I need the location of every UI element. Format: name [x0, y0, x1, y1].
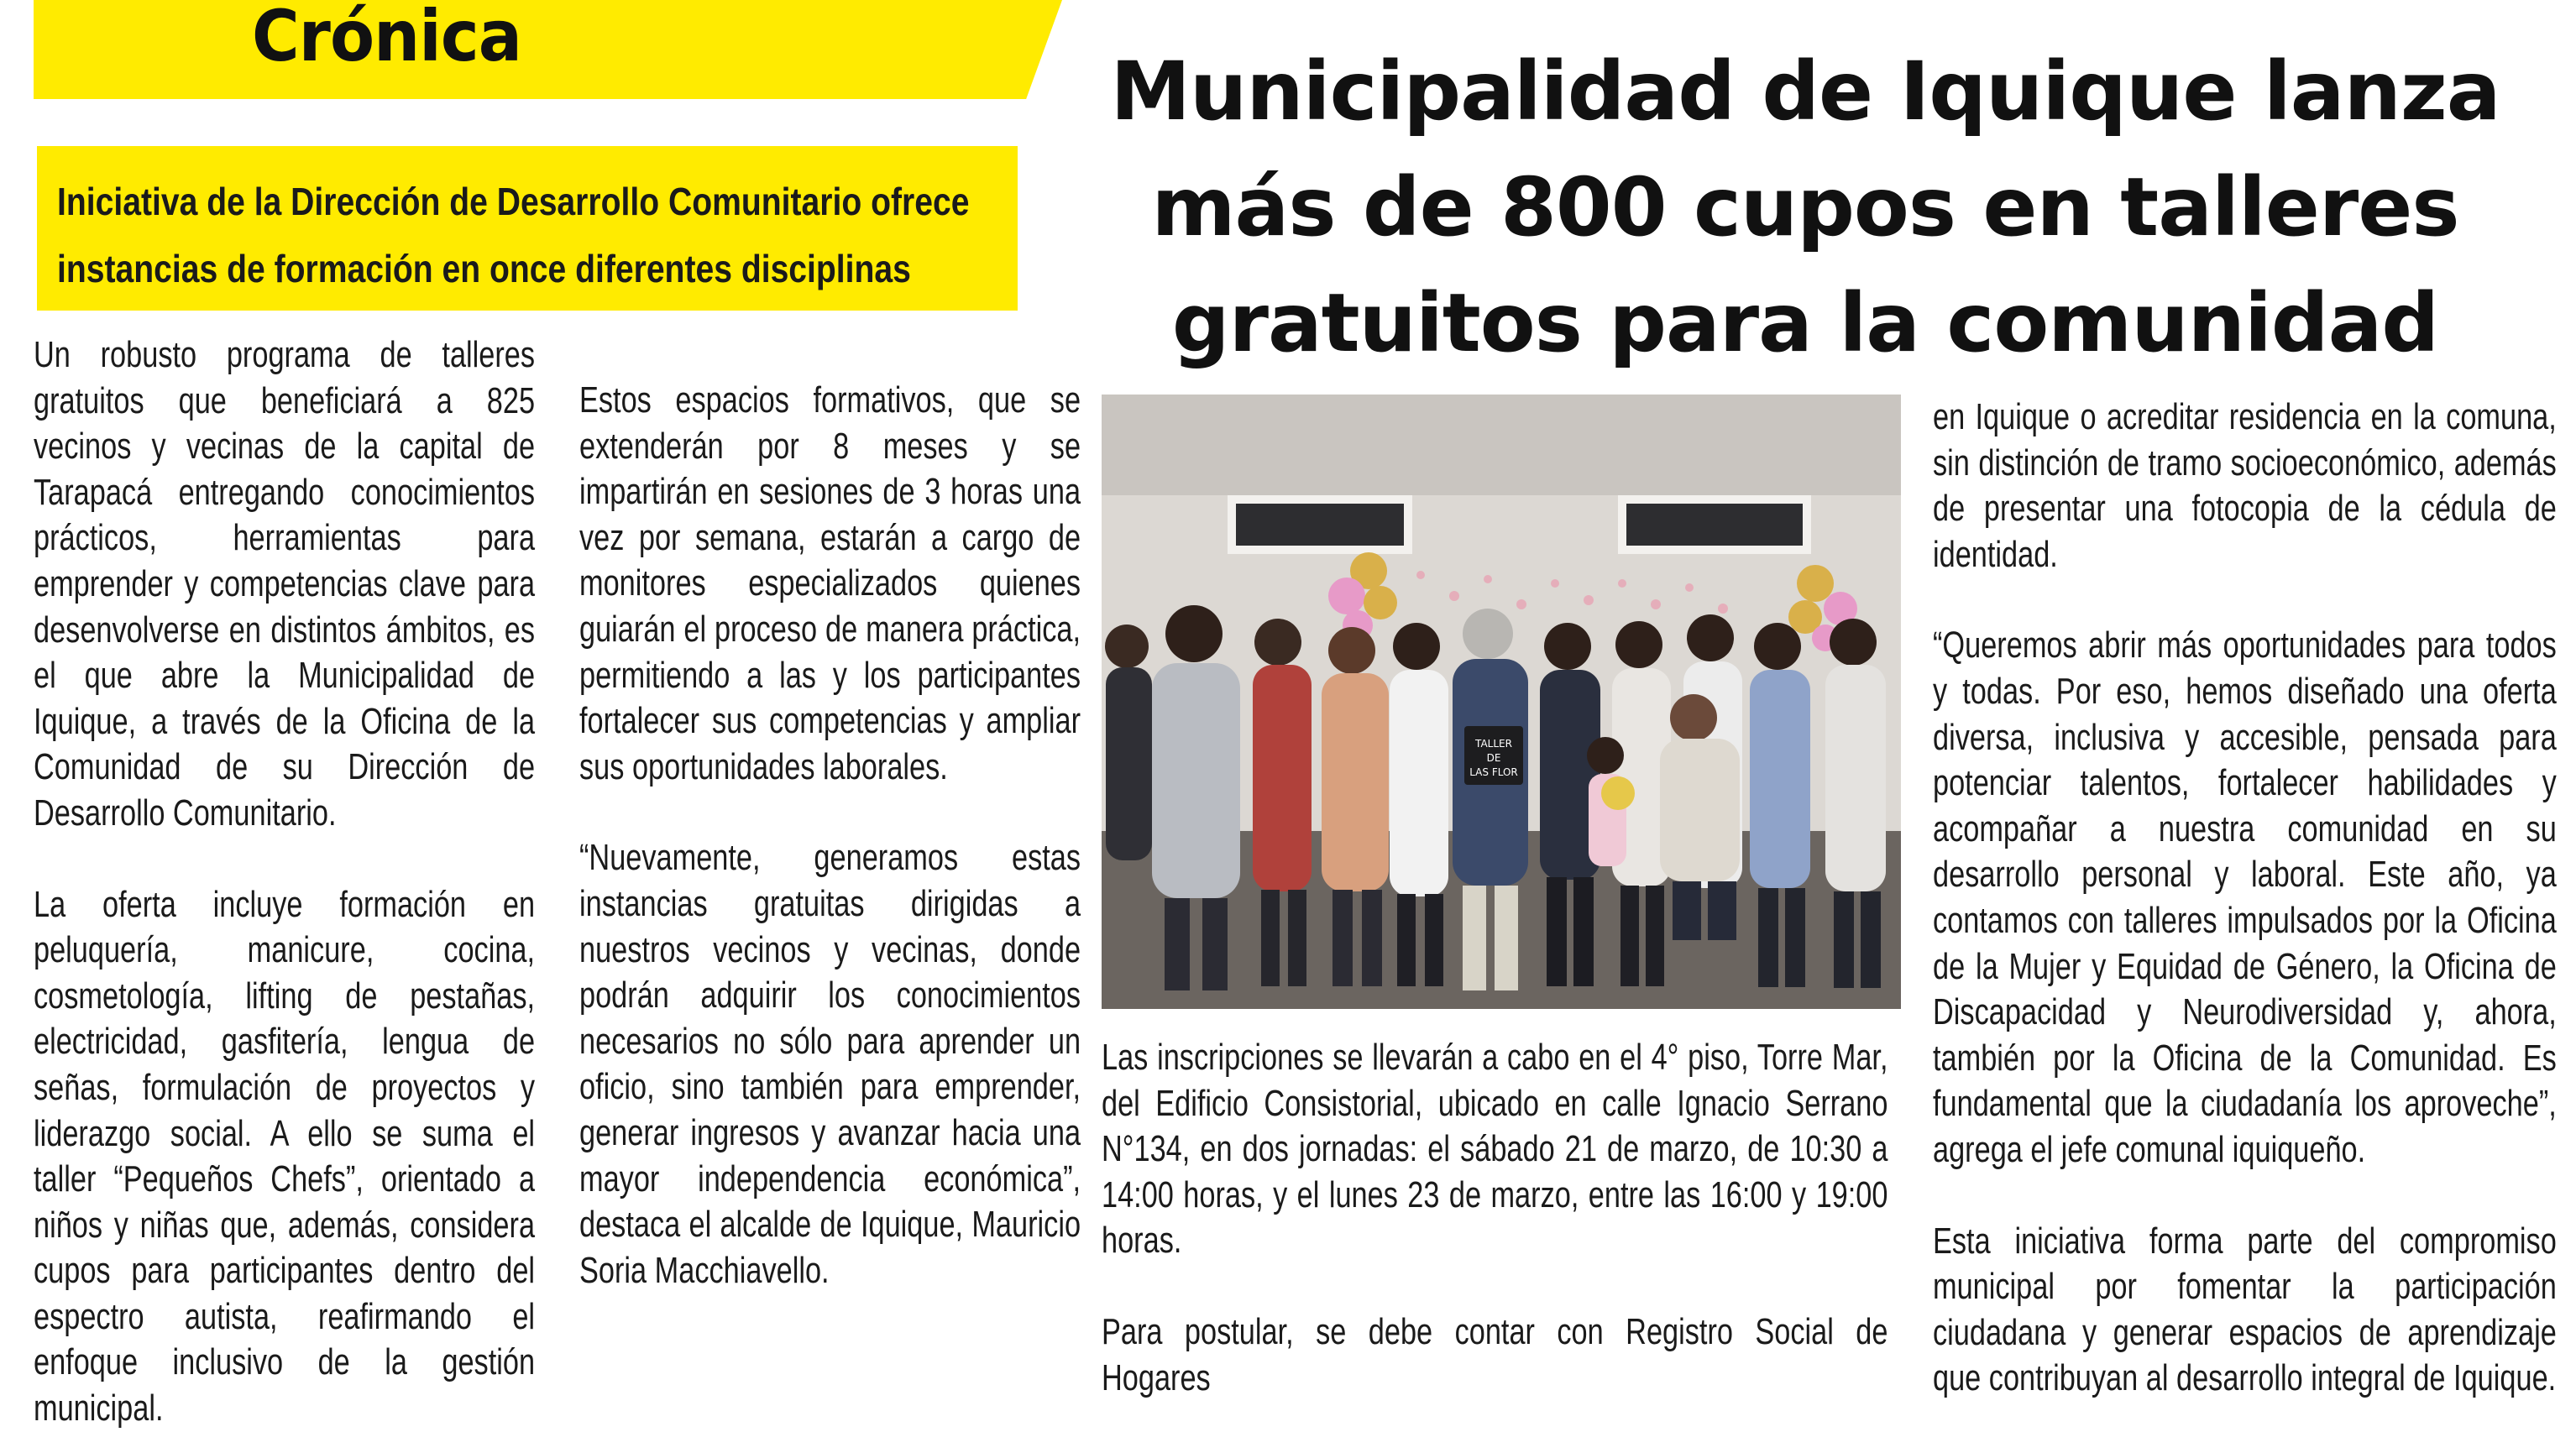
- photo-sign-text: TALLER: [1475, 738, 1512, 750]
- deck-line-1: Iniciativa de la Dirección de Desarrollo Comunitario ofrece: [57, 180, 970, 223]
- article-photo: [1102, 395, 1901, 1009]
- headline-line-3: gratuitos para la comunidad: [1171, 276, 2439, 370]
- svg-text:DE: DE: [1486, 752, 1501, 764]
- article-column-3: [1102, 1035, 1889, 1401]
- deck-text: [57, 168, 1007, 302]
- group-photo-illustration: [1102, 395, 1901, 1009]
- paragraph: La oferta incluye formación en peluquería, manicure, cocina, cosmetología, lifting de pestañas, electricidad, gasfitería, lengua de señas, formulación de proyectos y liderazgo social. A ello se suma el taller “Pequeños Chefs”, orientado a niños y niñas que, además, considera cupos para participantes dentro del espectro autista, reafirmando el enfoque inclusivo de la gestión municipal.: [34, 883, 536, 1429]
- paragraph: Un robusto programa de talleres gratuitos que beneficiará a 825 vecinos y vecinas de la capital de Tarapacá entregando conocimientos prácticos, herramientas para emprender y competencias clave para desenvolverse en distintos ámbitos, es el que abre la Municipalidad de Iquique, a través de la Oficina de la Comunidad de su Dirección de Desarrollo Comunitario.: [34, 334, 536, 834]
- article-column-2: [579, 378, 1081, 1294]
- article-column-4: [1933, 395, 2558, 1402]
- headline: [1092, 34, 2519, 381]
- paragraph: en Iquique o acreditar residencia en la comuna, sin distinción de tramo socioeconómico, además de presentar una fotocopia de la cédula de identidad.: [1933, 396, 2557, 575]
- paragraph: “Nuevamente, generamos estas instancias gratuitas dirigidas a nuestros vecinos y vecinas, donde podrán adquirir los conocimientos necesarios no sólo para aprender un oficio, sino también para emprender, generar ingresos y avanzar hacia una mayor independencia económica”, destaca el alcalde de Iquique, Mauricio Soria Macchiavello.: [579, 837, 1081, 1291]
- paragraph: Esta iniciativa forma parte del compromiso municipal por fomentar la participación ciudadana y generar espacios de aprendizaje que contribuyan al desarrollo integral de Iquique.: [1933, 1220, 2557, 1399]
- headline-line-1: Municipalidad de Iquique lanza: [1110, 44, 2500, 138]
- section-tag: Crónica: [252, 0, 521, 77]
- deck-line-2: instancias de formación en once diferentes disciplinas: [57, 247, 911, 290]
- section-banner: [34, 0, 1062, 99]
- article-column-1: [34, 332, 536, 1432]
- paragraph: “Queremos abrir más oportunidades para todos y todas. Por eso, hemos diseñado una oferta diversa, inclusiva y accesible, pensada para potenciar talentos, fortalecer habilidades y acompañar a nuestra comunidad en su desarrollo personal y laboral. Este año, ya contamos con talleres impulsados por la Oficina de la Mujer y Equidad de Género, la Oficina de Discapacidad y Neurodiversidad y, ahora, también por la Oficina de la Comunidad. Es fundamental que la ciudadanía los aproveche”, agrega el jefe comunal iquiqueño.: [1933, 625, 2557, 1170]
- headline-line-2: más de 800 cupos en talleres: [1151, 160, 2459, 254]
- paragraph: Las inscripciones se llevarán a cabo en el 4° piso, Torre Mar, del Edificio Consistorial, ubicado en calle Ignacio Serrano N°134, en dos jornadas: el sábado 21 de marzo, de 10:30 a 14:00 horas, y el lunes 23 de marzo, entre las 16:00 y 19:00 horas.: [1102, 1037, 1888, 1262]
- deck-box: [37, 146, 1018, 311]
- paragraph: Estos espacios formativos, que se extenderán por 8 meses y se impartirán en sesiones de 3 horas una vez por semana, estarán a cargo de monitores especializados quienes guiarán el proceso de manera práctica, permitiendo a las y los participantes fortalecer sus competencias y ampliar sus oportunidades laborales.: [579, 379, 1081, 787]
- paragraph: Para postular, se debe contar con Registro Social de Hogares: [1102, 1310, 1888, 1398]
- svg-text:LAS FLOR: LAS FLOR: [1469, 766, 1518, 778]
